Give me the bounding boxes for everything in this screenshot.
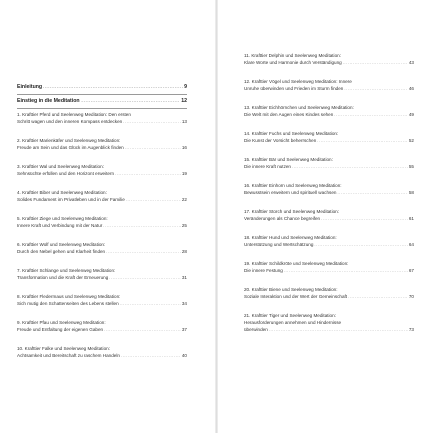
right-toc-entry [244, 261, 414, 275]
entry-text-line: 9. Krafttier Pfau und Seelenweg Meditation: [17, 320, 106, 325]
entry-page-number: 37 [181, 326, 187, 332]
entry-page-number: 34 [181, 300, 187, 306]
dot-leader [334, 112, 408, 119]
entry-text-line: 1. Krafttier Pferd und Seelenweg Meditation: Den ersten [17, 112, 131, 117]
entry-page-number: 16 [181, 144, 187, 150]
entry-page-number: 64 [408, 241, 414, 247]
entry-page-number: 43 [408, 59, 414, 65]
dot-leader [106, 249, 181, 256]
dot-leader [120, 301, 181, 308]
entry-title: Die Welt mit den Augen eines Kindes sehen [244, 111, 334, 117]
dot-leader [104, 327, 181, 334]
entry-title: Sich mutig den Schattenseiten des Lebens stellen [17, 300, 119, 306]
entry-page-number: 22 [181, 196, 187, 202]
right-toc-entry [244, 157, 414, 171]
entry-title: Innere Kraft und Verbindung mit der Natur [17, 222, 103, 228]
entry-title: Unruhe überwinden und Frieden im Sturm finden [244, 85, 344, 91]
left-toc-entry [17, 320, 187, 334]
right-toc-entry [244, 131, 414, 145]
dot-leader [348, 294, 408, 301]
left-toc-entry [17, 346, 187, 360]
entry-page-number: 40 [181, 352, 187, 358]
entry-text-line: 18. Krafttier Hund und Seelenweg Meditation: [244, 235, 337, 240]
entry-title: Einstieg in die Meditation [17, 98, 80, 104]
dot-leader [317, 138, 408, 145]
left-toc-entry [17, 294, 187, 308]
right-toc-entry [244, 79, 414, 93]
entry-page-number: 46 [408, 85, 414, 91]
dot-leader [123, 119, 181, 126]
entry-page-number: 70 [408, 293, 414, 299]
entry-text-line: 16. Krafttier Einhorn und Seelenweg Meditation: [244, 183, 342, 188]
right-toc-entry [244, 209, 414, 223]
entry-page-number: 31 [181, 274, 187, 280]
entry-page-number: 52 [408, 137, 414, 143]
left-toc-entry [17, 138, 187, 152]
right-toc-entry [244, 235, 414, 249]
left-toc-entry [17, 216, 187, 230]
dot-leader [337, 190, 407, 197]
entry-text-line: 13. Krafttier Eichhörnchen und Seelenweg Meditation: [244, 105, 354, 110]
entry-page-number: 58 [408, 189, 414, 195]
entry-text-line: 10. Krafttier Falke und Seelenweg Meditation: [17, 346, 110, 351]
dot-leader [314, 242, 408, 249]
left-toc-entry [17, 98, 187, 105]
dot-leader [43, 84, 183, 91]
right-toc-entry [244, 53, 414, 67]
entry-text-line: 20. Krafttier Biene und Seelenweg Meditation: [244, 287, 338, 292]
right-toc-entry [244, 287, 414, 301]
entry-title: Bewusstsein erweitern und spirituell wachsen [244, 189, 337, 195]
entry-divider [17, 94, 187, 95]
entry-title: Die Kunst der Vorsicht beherrschen [244, 137, 317, 143]
entry-divider [17, 108, 187, 109]
entry-title: Schritt wagen und den inneren Kompass entdecken [17, 118, 123, 124]
entry-text-line: 14. Krafttier Fuchs und Seelenweg Meditation: [244, 131, 339, 136]
entry-text-line: Herausforderungen annehmen und Hindernisse [244, 319, 342, 325]
entry-text-line: 4. Krafttier Biber und Seelenweg Meditation: [17, 190, 107, 195]
entry-title: Einleitung [17, 84, 43, 90]
entry-text-line: 12. Krafttier Vögel und Seelenweg Meditation: Innere [244, 79, 352, 84]
entry-text-line: 6. Krafttier Wolf und Seelenweg Meditation: [17, 242, 106, 247]
entry-title: Freude am Sein und das Glück im Augenblick finden [17, 144, 124, 150]
dot-leader [115, 171, 181, 178]
entry-title: Soziale Interaktion und der Wert der Gemeinschaft [244, 293, 348, 299]
dot-leader [284, 268, 408, 275]
left-toc-entry [17, 242, 187, 256]
entry-page-number: 55 [408, 163, 414, 169]
left-toc-entry [17, 190, 187, 204]
dot-leader [344, 86, 408, 93]
entry-text-line: 21. Krafttier Tiger und Seelenweg Meditation: [244, 313, 336, 318]
dot-leader [292, 164, 408, 171]
entry-title: Die innere Festung [244, 267, 283, 273]
entry-title: Freude und Entfaltung der eigenen Gaben [17, 326, 104, 332]
entry-text-line: 3. Krafttier Wal und Seelenweg Meditation: [17, 164, 104, 169]
entry-page-number: 67 [408, 267, 414, 273]
entry-page-number: 19 [181, 170, 187, 176]
right-toc-entry [244, 105, 414, 119]
right-toc-entry [244, 183, 414, 197]
left-toc-entry [17, 268, 187, 282]
entry-title: Die innere Kraft nutzen [244, 163, 291, 169]
entry-title: Klare Worte und Harmonie durch Verständigung [244, 59, 342, 65]
entry-title: Solides Fundament im Privatleben und in der Familie [17, 196, 125, 202]
entry-title: Unterstützung und Wertschätzung [244, 241, 314, 247]
entry-title: überwinden [244, 326, 268, 332]
dot-leader [81, 98, 181, 105]
left-toc-entry [17, 112, 187, 126]
entry-page-number: 61 [408, 215, 414, 221]
entry-page-number: 12 [181, 98, 187, 104]
entry-text-line: 15. Krafttier Bär und Seelenweg Meditation: [244, 157, 333, 162]
entry-title: Veränderungen als Chance begreifen [244, 215, 321, 221]
right-toc-entry [244, 313, 414, 333]
dot-leader [109, 275, 181, 282]
dot-leader [121, 353, 181, 360]
entry-page-number: 25 [181, 222, 187, 228]
entry-title: Sehnsüchte erfüllen und den Horizont erweitern [17, 170, 115, 176]
dot-leader [126, 197, 181, 204]
book-gutter [215, 0, 218, 433]
entry-title: Achtsamkeit und Bereitschaft zu raschem Handeln [17, 352, 120, 358]
entry-page-number: 9 [184, 84, 187, 90]
entry-text-line: 17. Krafttier Storch und Seelenweg Meditation: [244, 209, 339, 214]
entry-text-line: 2. Krafttier Marienkäfer und Seelenweg Meditation: [17, 138, 121, 143]
left-toc-entry [17, 164, 187, 178]
entry-page-number: 49 [408, 111, 414, 117]
dot-leader [343, 60, 408, 67]
entry-text-line: 7. Krafttier Schlange und Seelenweg Meditation: [17, 268, 116, 273]
dot-leader [269, 327, 408, 334]
entry-text-line: 19. Krafttier Schildkröte und Seelenweg Meditation: [244, 261, 349, 266]
entry-page-number: 13 [181, 118, 187, 124]
entry-title: Transformation und die Kraft der Erneuerung [17, 274, 109, 280]
entry-page-number: 28 [181, 248, 187, 254]
dot-leader [125, 145, 181, 152]
entry-page-number: 73 [408, 326, 414, 332]
left-toc-entry [17, 84, 187, 91]
entry-title: Durch den Nebel gehen und Klarheit finden [17, 248, 106, 254]
entry-text-line: 8. Krafttier Fledermaus und Seelenweg Meditation: [17, 294, 121, 299]
dot-leader [103, 223, 181, 230]
entry-text-line: 5. Krafttier Ziege und Seelenweg Meditation: [17, 216, 108, 221]
entry-text-line: 11. Krafttier Delphin und Seelenweg Meditation: [244, 53, 341, 58]
dot-leader [321, 216, 408, 223]
